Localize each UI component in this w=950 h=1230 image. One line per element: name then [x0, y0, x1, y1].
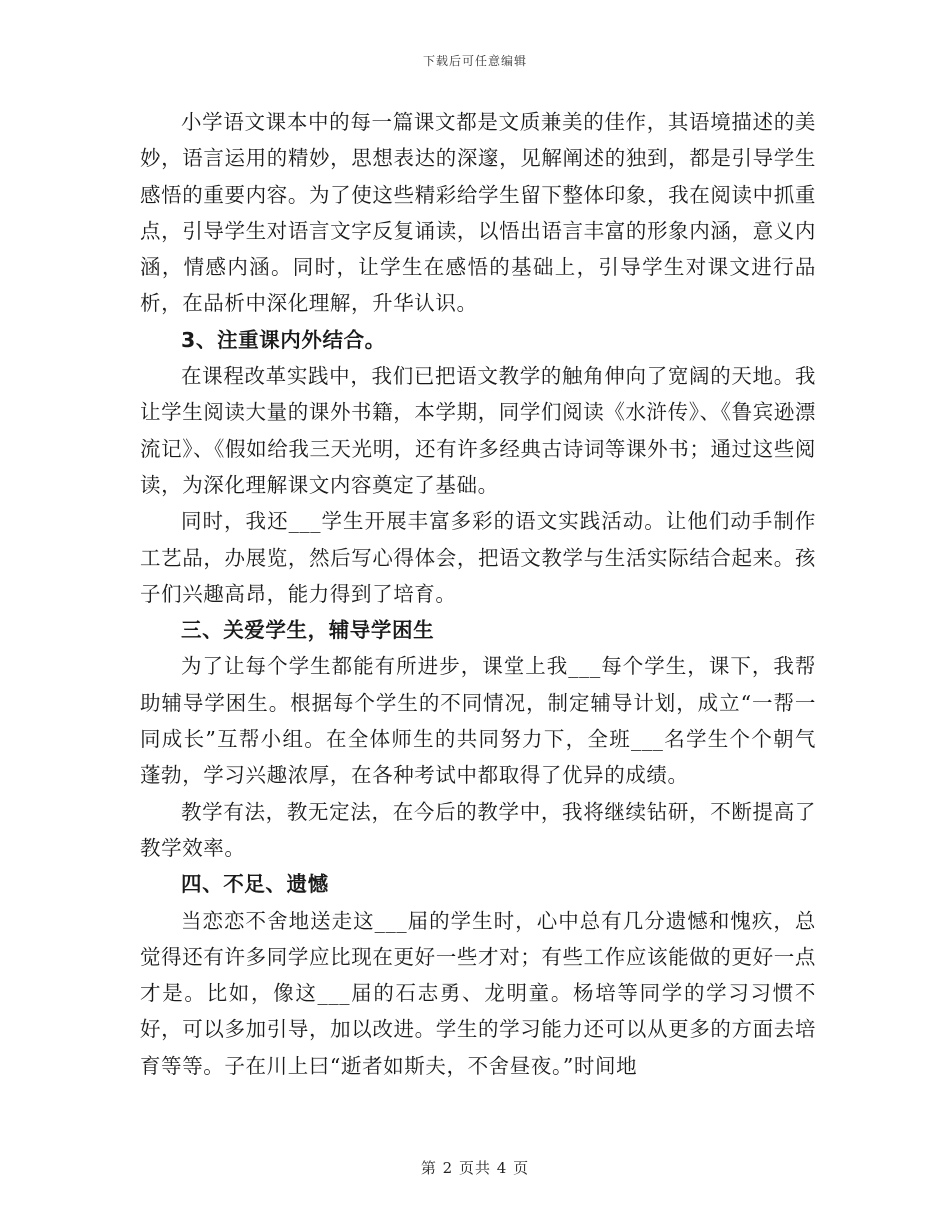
page-footer: 第 2 页共 4 页 — [420, 1159, 530, 1177]
paragraph-reading-appreciation: 小学语文课本中的每一篇课文都是文质兼美的佳作，其语境描述的美妙，语言运用的精妙，思想表达的深邃，见解阐述的独到，都是引导学生感悟的重要内容。为了使这些精彩给学生留下整体印象，我在阅读中抓重点，引导学生对语言文字反复诵读，以悟出语言丰富的形象内涵，意义内涵，情感内涵。同时，让学生在感悟的基础上，引导学生对课文进行品析，在品析中深化理解，升华认识。 — [140, 110, 816, 316]
section-heading-in-out-class: 3、注重课内外结合。 — [181, 327, 386, 352]
page-header: 下载后可任意编辑 — [422, 54, 527, 68]
paragraph-extracurricular-reading: 在课程改革实践中，我们已把语文教学的触角伸向了宽阔的天地。我让学生阅读大量的课外书籍，本学期，同学们阅读《水浒传》、《鲁宾逊漂流记》、《假如给我三天光明，还有许多经典古诗词等课外书；通过这些阅读，为深化理解课文内容奠定了基础。 — [140, 364, 816, 497]
section-heading-shortcomings: 四、不足、遗憾 — [181, 872, 329, 897]
section-heading-care-students: 三、关爱学生，辅导学困生 — [181, 618, 435, 643]
paragraph-regrets: 当恋恋不舍地送走这___届的学生时，心中总有几分遗憾和愧疚，总觉得还有许多同学应比现在更好一些才对；有些工作应该能做的更好一点才是。比如，像这___届的石志勇、龙明童。杨培等同学的学习习惯不好，可以多加引导，加以改进。学生的学习能力还可以从更多的方面去培育等等。子在川上曰“逝者如斯夫，不舍昼夜。”时间地 — [140, 908, 816, 1078]
paragraph-practice-activities: 同时，我还___学生开展丰富多彩的语文实践活动。让他们动手制作工艺品，办展览，然后写心得体会，把语文教学与生活实际结合起来。孩子们兴趣高昂，能力得到了培育。 — [140, 509, 816, 606]
document-body — [140, 104, 816, 1084]
paragraph-teaching-method: 教学有法，教无定法，在今后的教学中，我将继续钻研，不断提高了教学效率。 — [140, 799, 816, 860]
paragraph-tutoring-plan: 为了让每个学生都能有所进步，课堂上我___每个学生，课下，我帮助辅导学困生。根据每个学生的不同情况，制定辅导计划，成立“一帮一同成长”互帮小组。在全体师生的共同努力下，全班___名学生个个朝气蓬勃，学习兴趣浓厚，在各种考试中都取得了优异的成绩。 — [140, 654, 816, 788]
